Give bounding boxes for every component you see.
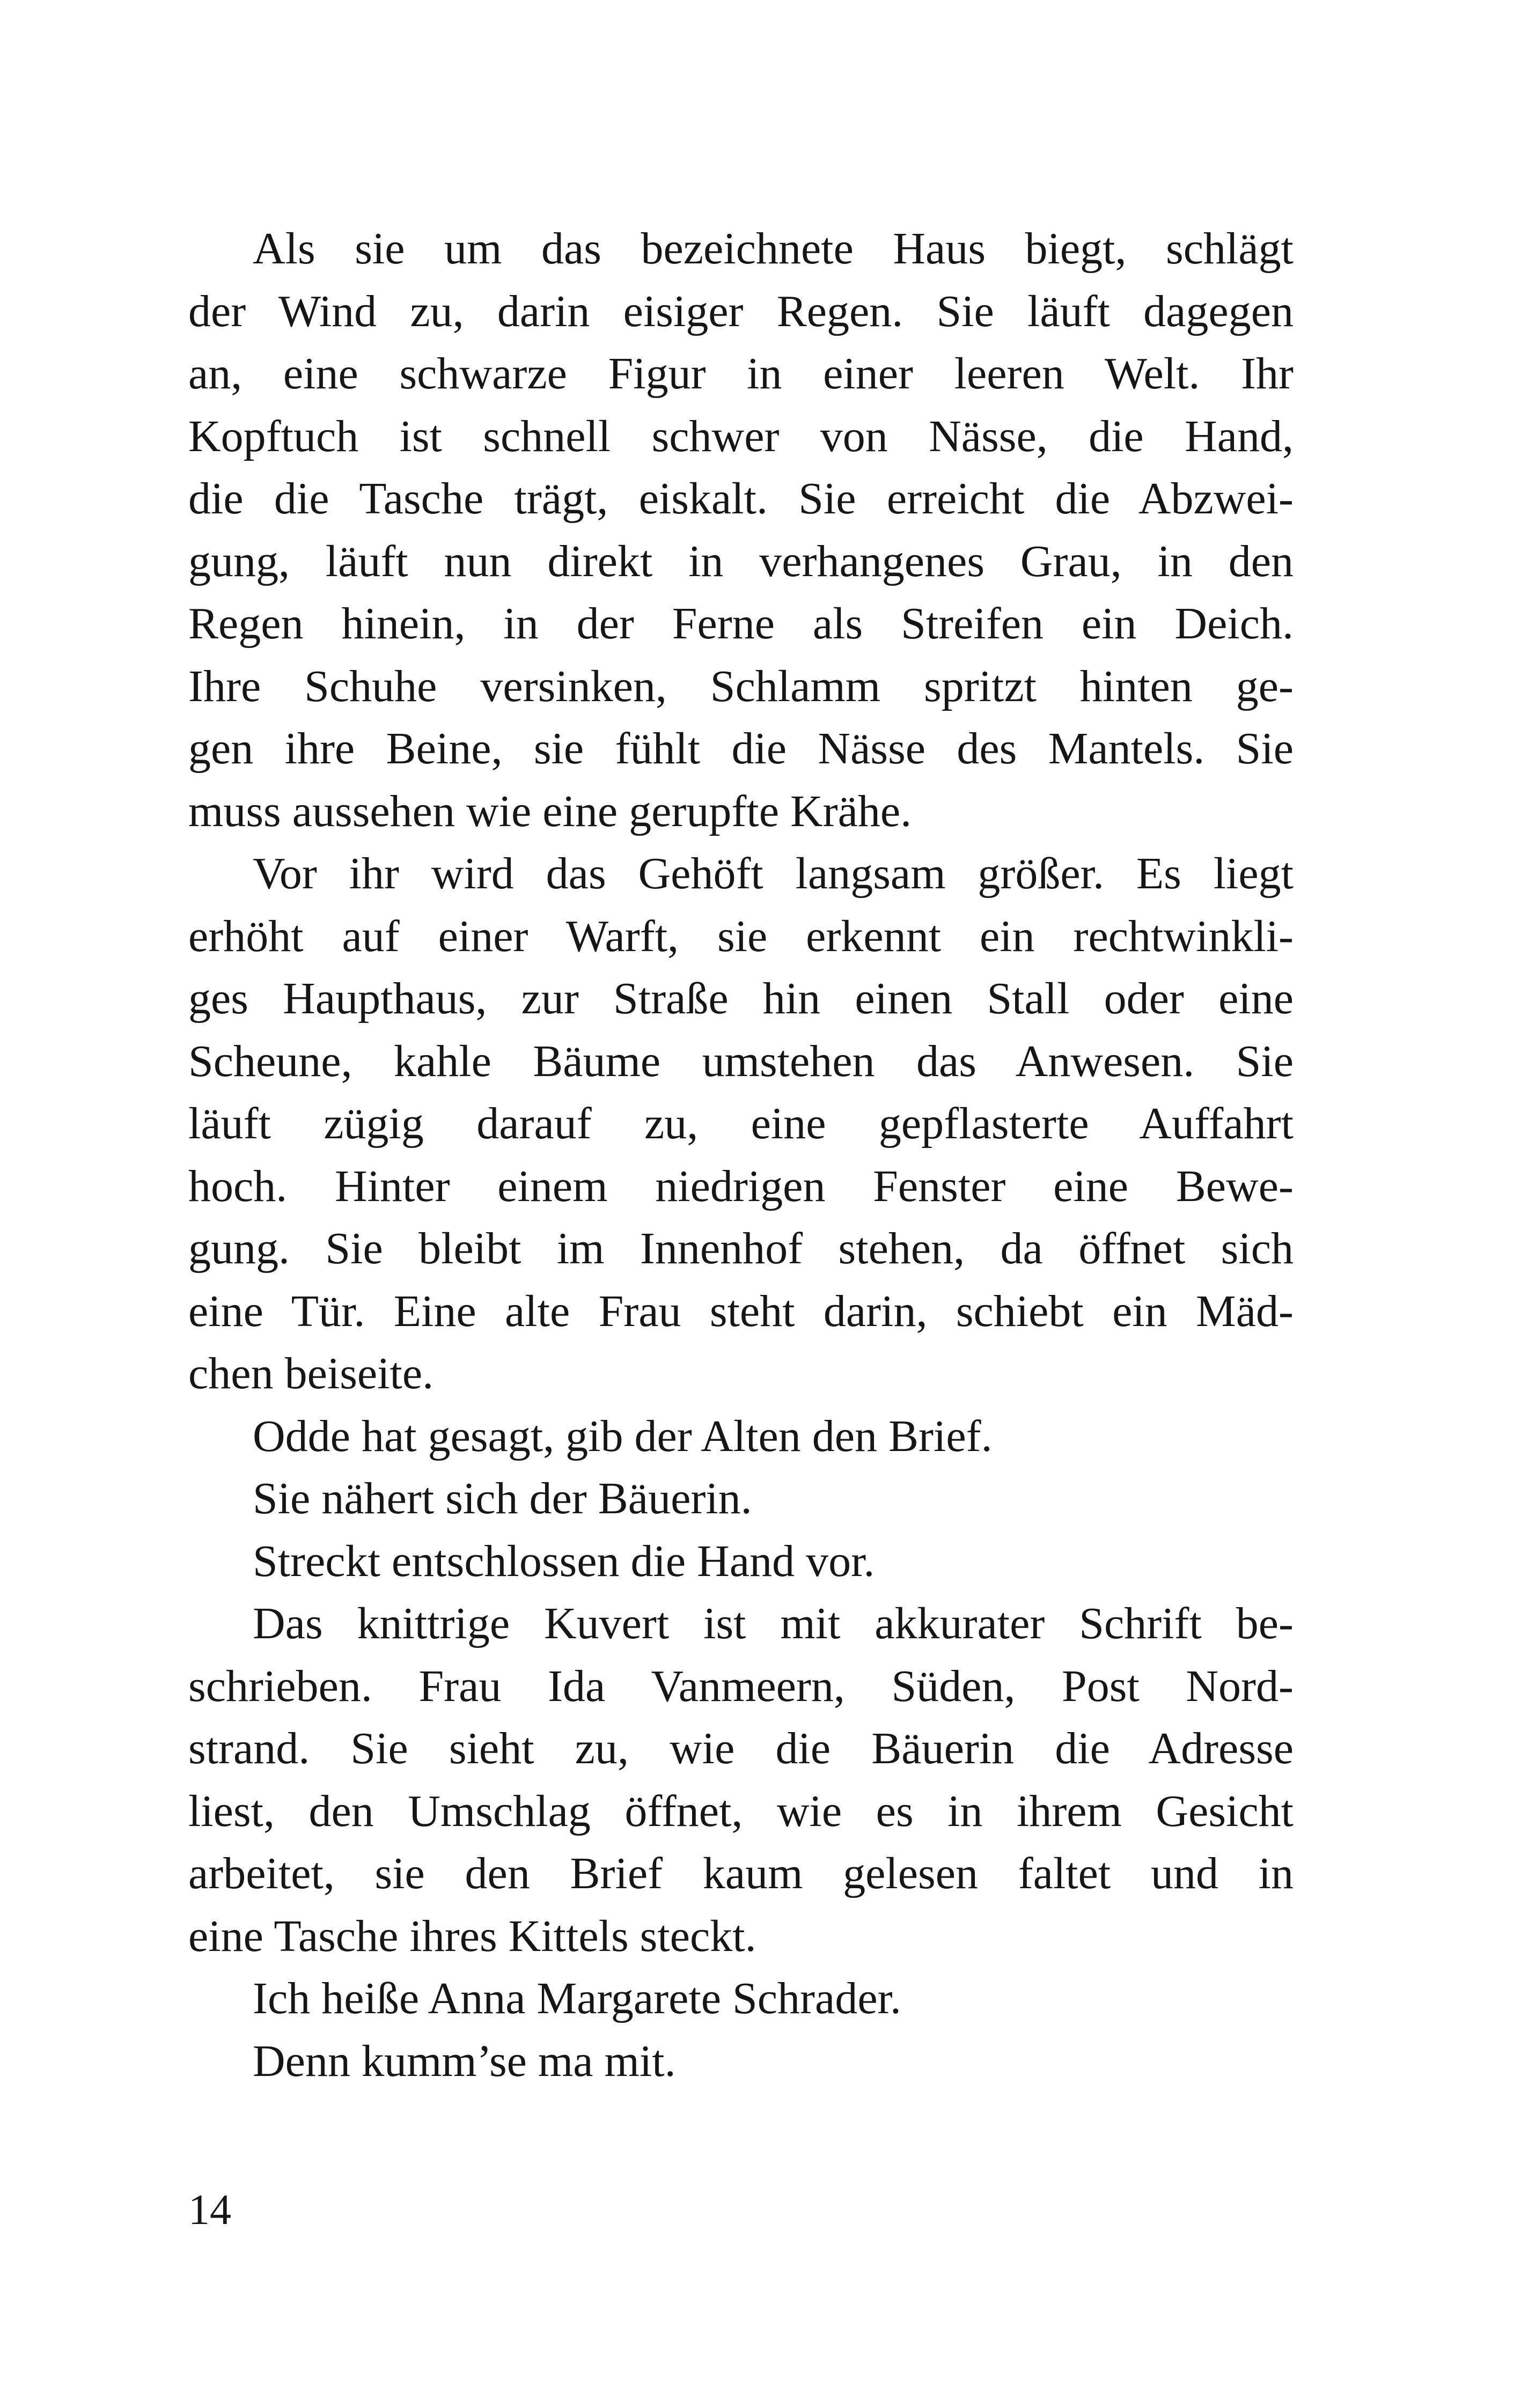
text-line: chen beiseite. [188,1349,434,1398]
text-line: Als sie um das bezeichnete Haus biegt, schlägt [253,224,1294,274]
text-line: erhöht auf einer Warft, sie erkennt ein rechtwinkli- [188,911,1294,961]
page-number: 14 [188,2186,231,2234]
text-line: gen ihre Beine, sie fühlt die Nässe des Mantels. Sie [188,724,1294,774]
text-line: arbeitet, sie den Brief kaum gelesen faltet und in [188,1849,1294,1898]
text-line: Ich heiße Anna Margarete Schrader. [253,1973,901,2023]
text-line: die die Tasche trägt, eiskalt. Sie erreicht die Abzwei- [188,474,1294,524]
text-line: an, eine schwarze Figur in einer leeren Welt. Ihr [188,349,1294,399]
text-line: gung, läuft nun direkt in verhangenes Grau, in den [188,536,1294,586]
text-line: Kopftuch ist schnell schwer von Nässe, die Hand, [188,411,1294,461]
text-line: Das knittrige Kuvert ist mit akkurater Schrift be- [253,1599,1294,1648]
text-line: liest, den Umschlag öffnet, wie es in ihrem Gesicht [188,1786,1294,1836]
text-line: eine Tür. Eine alte Frau steht darin, schiebt ein Mäd- [188,1286,1294,1336]
text-line: Vor ihr wird das Gehöft langsam größer. Es liegt [253,849,1294,899]
text-line: eine Tasche ihres Kittels steckt. [188,1911,756,1961]
text-line: Odde hat gesagt, gib der Alten den Brief. [253,1411,993,1461]
text-line: Streckt entschlossen die Hand vor. [253,1536,875,1586]
text-line: strand. Sie sieht zu, wie die Bäuerin die Adresse [188,1724,1294,1773]
text-line: schrieben. Frau Ida Vanmeern, Süden, Post Nord- [188,1661,1294,1711]
text-line: muss aussehen wie eine gerupfte Krähe. [188,786,912,836]
text-line: ges Haupthaus, zur Straße hin einen Stall oder eine [188,974,1294,1023]
text-line: Ihre Schuhe versinken, Schlamm spritzt hinten ge- [188,661,1294,711]
text-line: Sie nähert sich der Bäuerin. [253,1474,752,1523]
text-line: Denn kumm’se ma mit. [253,2036,676,2086]
text-line: gung. Sie bleibt im Innenhof stehen, da öffnet sich [188,1224,1294,1273]
text-line: läuft zügig darauf zu, eine gepflasterte Auffahrt [188,1099,1294,1148]
text-line: Scheune, kahle Bäume umstehen das Anwesen. Sie [188,1036,1294,1086]
text-line: der Wind zu, darin eisiger Regen. Sie läuft dagegen [188,286,1294,336]
text-line: Regen hinein, in der Ferne als Streifen ein Deich. [188,599,1294,649]
body-text [188,218,1294,2093]
text-line: hoch. Hinter einem niedrigen Fenster eine Bewe- [188,1161,1294,1211]
